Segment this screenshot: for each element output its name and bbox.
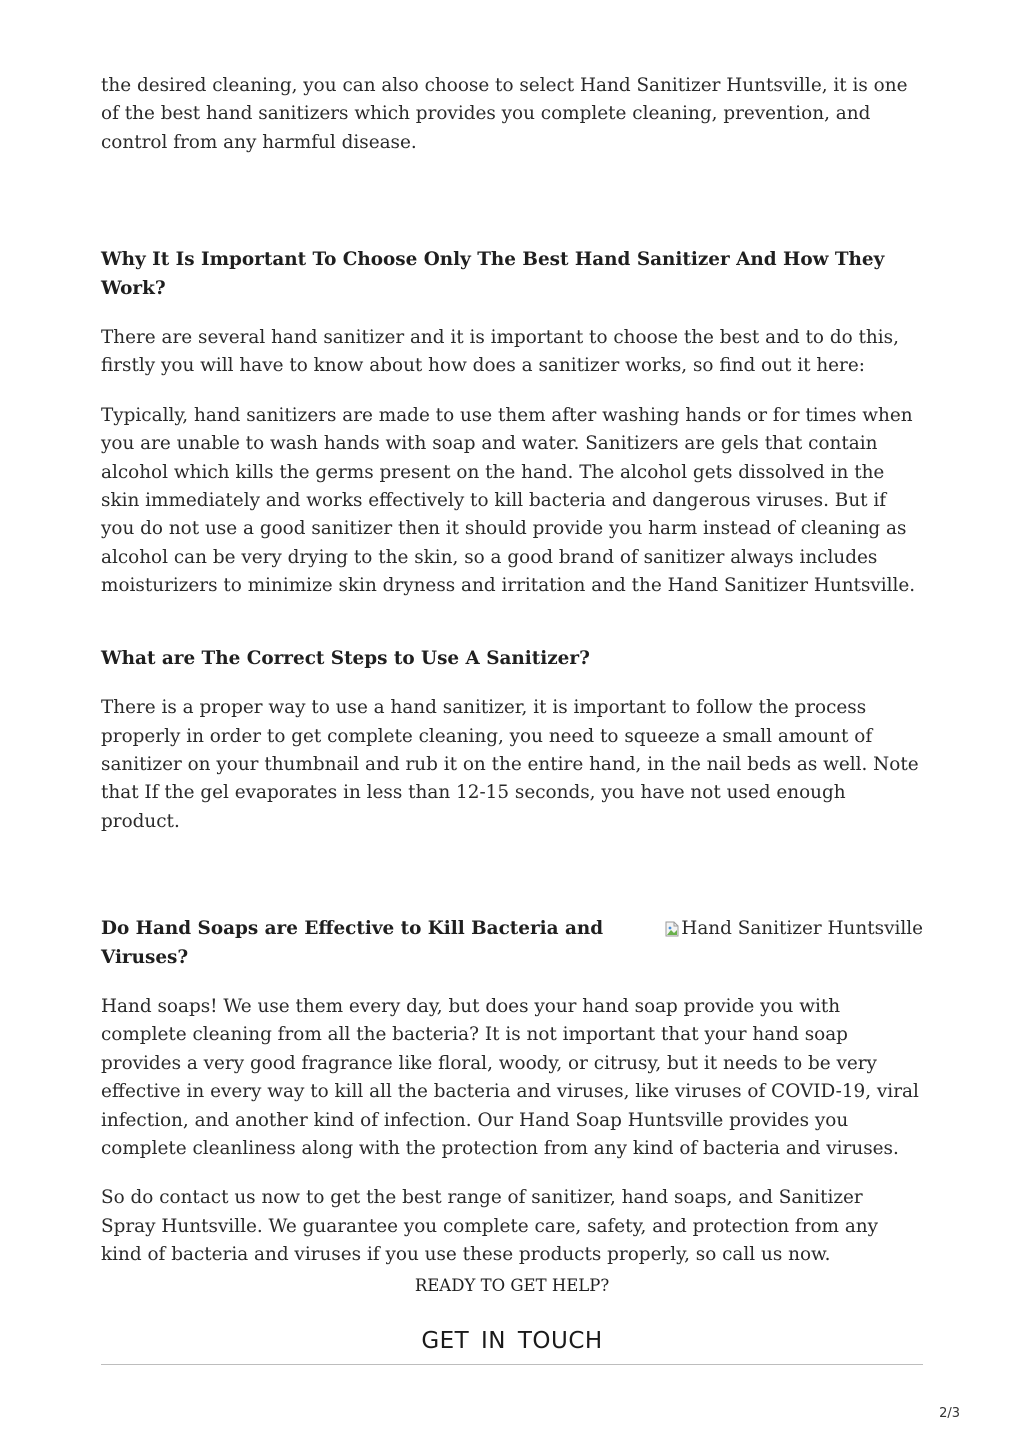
- soaps-heading-row: [101, 915, 923, 993]
- get-in-touch-link[interactable]: GET IN TOUCH: [421, 1328, 603, 1354]
- soaps-paragraph-2: So do contact us now to get the best range of sanitizer, hand soaps, and Sanitizer Spray Huntsville. We guarantee you complete care, safety, and protection from any kind of bacteria and viruses if you use these products properly, so call us now.: [101, 1187, 879, 1266]
- article-content: [101, 72, 923, 1291]
- image-alt-text: Hand Sanitizer Huntsville: [681, 918, 923, 940]
- product-image: [665, 915, 923, 943]
- section-heading-soaps: Do Hand Soaps are Effective to Kill Bacteria and Viruses?: [101, 918, 604, 968]
- why-paragraph-1: There are several hand sanitizer and it is important to choose the best and to do this, firstly you will have to know about how does a sanitizer works, so find out it here:: [101, 327, 899, 377]
- cta-kicker: READY TO GET HELP?: [414, 1276, 610, 1295]
- section-heading-why: Why It Is Important To Choose Only The Best Hand Sanitizer And How They Work?: [101, 249, 885, 299]
- section-heading-steps: What are The Correct Steps to Use A Sanitizer?: [101, 647, 590, 669]
- why-paragraph-2: Typically, hand sanitizers are made to use them after washing hands or for times when you are unable to wash hands with soap and water. Sanitizers are gels that contain alcohol which kills the germs present on the hand. The alcohol gets dissolved in the skin immediately and works effectively to kill bacteria and dangerous viruses. But if you do not use a good sanitizer then it should provide you harm instead of cleaning as alcohol can be very drying to the skin, so a good brand of sanitizer always includes moisturizers to minimize skin dryness and irritation and the Hand Sanitizer Huntsville.: [101, 404, 916, 597]
- intro-paragraph: the desired cleaning, you can also choose to select Hand Sanitizer Huntsville, it is one of the best hand sanitizers which provides you complete cleaning, prevention, and control from any harmful disease.: [101, 75, 908, 153]
- page-number: 2/3: [939, 1406, 960, 1421]
- soaps-paragraph-1: Hand soaps! We use them every day, but does your hand soap provide you with complete cleaning from all the bacteria? It is not important that your hand soap provides a very good fragrance like floral, woody, or citrusy, but it needs to be very effective in every way to kill all the bacteria and viruses, like viruses of COVID-19, viral infection, and another kind of infection. Our Hand Soap Huntsville provides you complete cleanliness along with the protection from any kind of bacteria and viruses.: [101, 995, 919, 1159]
- broken-image-icon: [665, 921, 679, 937]
- steps-paragraph: There is a proper way to use a hand sanitizer, it is important to follow the process properly in order to get complete cleaning, you need to squeeze a small amount of sanitizer on your thumbnail and rub it on the entire hand, in the nail beds as well. Note that If the gel evaporates in less than 12-15 seconds, you have not used enough product.: [101, 697, 919, 832]
- divider: [101, 1364, 923, 1365]
